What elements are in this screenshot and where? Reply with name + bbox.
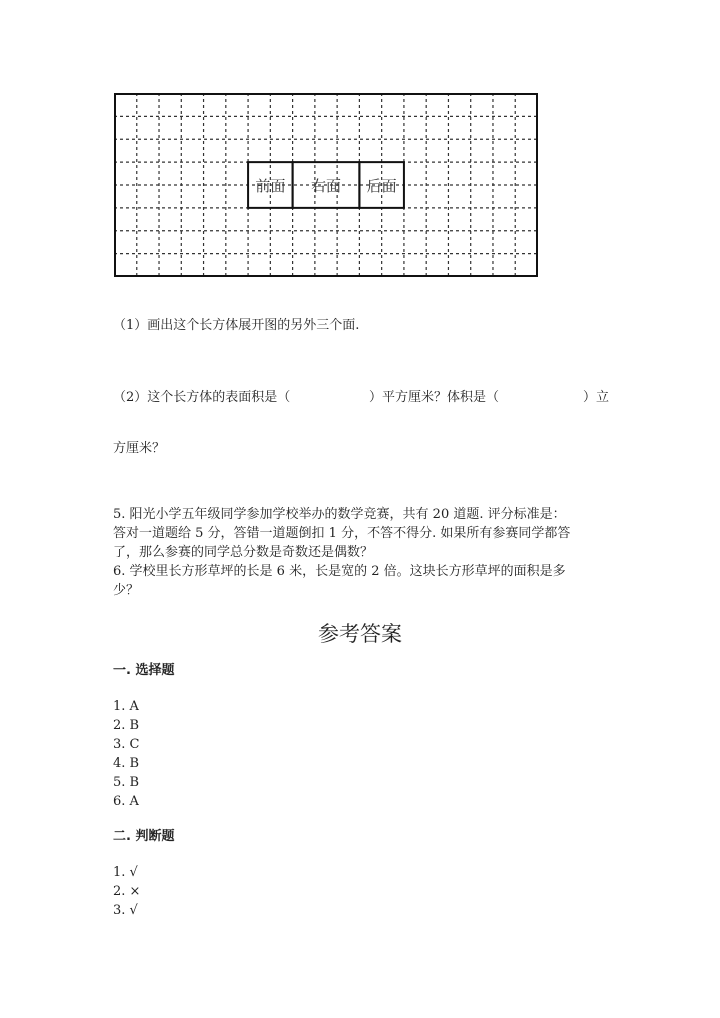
q5-line: 答对一道题给 5 分，答错一道题倒扣 1 分，不答不得分. 如果所有参赛同学都答 [113, 526, 571, 541]
q4-part2-c: ）立 [583, 390, 610, 405]
answers-title: 参考答案 [318, 622, 402, 646]
section-heading-judge: 二. 判断题 [113, 829, 175, 844]
answer-item: 2. B [113, 718, 140, 733]
net-face-label: 右面 [310, 177, 342, 195]
q4-part1: （1）画出这个长方体展开图的另外三个面. [113, 318, 360, 333]
answer-item: 5. B [113, 775, 140, 790]
q5-line: 了，那么参赛的同学总分数是奇数还是偶数？ [113, 545, 374, 560]
q5-line: 5. 阳光小学五年级同学参加学校举办的数学竞赛，共有 20 道题. 评分标准是： [113, 507, 566, 522]
q4-part2 [113, 386, 613, 404]
net-diagram-grid [114, 93, 538, 277]
q4-part2-b: ）平方厘米？体积是（ [369, 390, 500, 405]
answer-item: 1. A [113, 699, 139, 714]
section-heading-choice: 一. 选择题 [113, 663, 175, 678]
answer-item: 4. B [113, 756, 140, 771]
q6-line: 6. 学校里长方形草坪的长是 6 米，长是宽的 2 倍。这块长方形草坪的面积是多 [113, 564, 566, 579]
answer-item: 1. √ [113, 865, 138, 880]
answer-item: 3. C [113, 737, 140, 752]
net-face-label: 后面 [366, 177, 397, 195]
q4-part2-cont: 方厘米？ [113, 441, 166, 456]
q6-line: 少？ [113, 583, 140, 598]
answer-item: 6. A [113, 794, 139, 809]
q4-part2-a: （2）这个长方体的表面积是（ [113, 390, 291, 405]
net-face-label: 前面 [255, 177, 286, 195]
answer-item: 3. √ [113, 903, 138, 918]
answer-item: 2. × [113, 884, 141, 899]
